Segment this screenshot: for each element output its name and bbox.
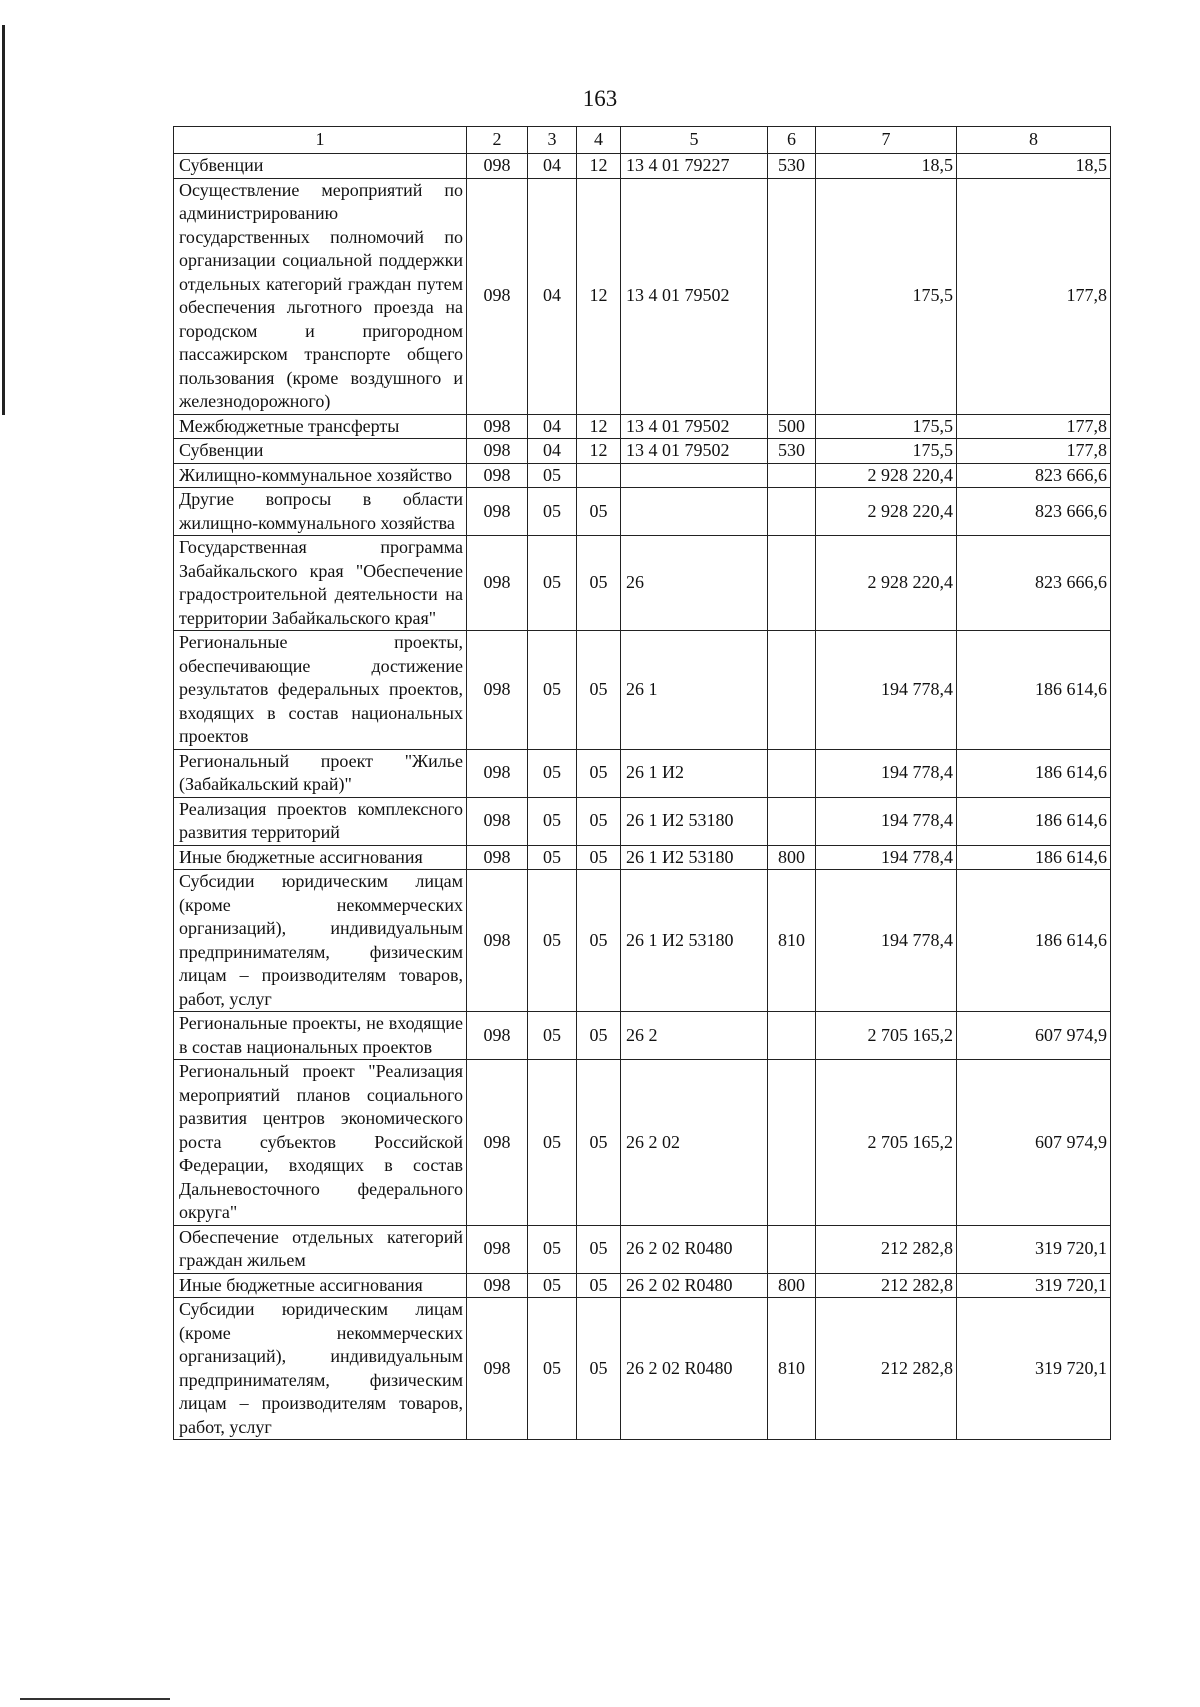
cell-subsection: 05 xyxy=(577,845,621,870)
table-row xyxy=(174,1298,1111,1440)
table-row xyxy=(174,1273,1111,1298)
cell-name: Обеспечение отдельных категорий граждан жильем xyxy=(174,1225,467,1273)
cell-name: Другие вопросы в области жилищно-коммунального хозяйства xyxy=(174,488,467,536)
cell-subsection: 12 xyxy=(577,154,621,179)
cell-target-article: 26 1 И2 53180 xyxy=(621,845,768,870)
cell-subsection: 12 xyxy=(577,439,621,464)
cell-amount-col8: 823 666,6 xyxy=(957,536,1111,631)
cell-target-article: 26 2 02 xyxy=(621,1060,768,1226)
table-row xyxy=(174,797,1111,845)
column-header: 6 xyxy=(768,127,816,154)
cell-expense-type: 810 xyxy=(768,870,816,1012)
cell-ministry-code: 098 xyxy=(467,154,528,179)
cell-subsection: 05 xyxy=(577,797,621,845)
cell-amount-col7: 212 282,8 xyxy=(816,1273,957,1298)
cell-ministry-code: 098 xyxy=(467,178,528,414)
cell-subsection: 05 xyxy=(577,1060,621,1226)
cell-amount-col8: 607 974,9 xyxy=(957,1060,1111,1226)
cell-target-article xyxy=(621,463,768,488)
table-row xyxy=(174,631,1111,750)
cell-subsection: 05 xyxy=(577,1225,621,1273)
cell-amount-col8: 18,5 xyxy=(957,154,1111,179)
column-header: 8 xyxy=(957,127,1111,154)
cell-amount-col7: 212 282,8 xyxy=(816,1298,957,1440)
cell-target-article: 13 4 01 79227 xyxy=(621,154,768,179)
cell-name: Осуществление мероприятий по администрированию государственных полномочий по организации социальной поддержки отдельных категорий граждан путем обеспечения льготного проезда на городском и пригородном пассажирском транспорте общего пользования (кроме воздушного и железнодорожного) xyxy=(174,178,467,414)
cell-expense-type: 810 xyxy=(768,1298,816,1440)
cell-amount-col8: 319 720,1 xyxy=(957,1273,1111,1298)
cell-section: 05 xyxy=(528,749,577,797)
cell-amount-col7: 175,5 xyxy=(816,414,957,439)
cell-amount-col8: 186 614,6 xyxy=(957,749,1111,797)
cell-target-article: 26 1 И2 xyxy=(621,749,768,797)
cell-subsection: 12 xyxy=(577,414,621,439)
cell-name: Иные бюджетные ассигнования xyxy=(174,845,467,870)
cell-target-article xyxy=(621,488,768,536)
cell-ministry-code: 098 xyxy=(467,439,528,464)
cell-target-article: 26 2 02 R0480 xyxy=(621,1273,768,1298)
cell-ministry-code: 098 xyxy=(467,1298,528,1440)
cell-amount-col8: 607 974,9 xyxy=(957,1012,1111,1060)
cell-section: 05 xyxy=(528,488,577,536)
cell-name: Региональный проект "Реализация мероприятий планов социального развития центров экономического роста субъектов Российской Федерации, входящих в состав Дальневосточного федерального округа" xyxy=(174,1060,467,1226)
cell-section: 05 xyxy=(528,631,577,750)
cell-expense-type: 800 xyxy=(768,1273,816,1298)
cell-amount-col8: 823 666,6 xyxy=(957,463,1111,488)
cell-subsection: 05 xyxy=(577,631,621,750)
column-header: 5 xyxy=(621,127,768,154)
cell-expense-type xyxy=(768,631,816,750)
cell-target-article: 26 xyxy=(621,536,768,631)
table-body xyxy=(174,127,1111,1440)
cell-amount-col8: 177,8 xyxy=(957,439,1111,464)
cell-amount-col7: 2 928 220,4 xyxy=(816,536,957,631)
cell-expense-type xyxy=(768,1225,816,1273)
table-row xyxy=(174,178,1111,414)
column-header: 7 xyxy=(816,127,957,154)
cell-amount-col8: 177,8 xyxy=(957,178,1111,414)
cell-amount-col7: 175,5 xyxy=(816,178,957,414)
cell-subsection: 12 xyxy=(577,178,621,414)
cell-subsection xyxy=(577,463,621,488)
cell-section: 04 xyxy=(528,178,577,414)
cell-amount-col7: 2 928 220,4 xyxy=(816,463,957,488)
table-header-row xyxy=(174,127,1111,154)
cell-subsection: 05 xyxy=(577,488,621,536)
cell-subsection: 05 xyxy=(577,749,621,797)
cell-section: 04 xyxy=(528,154,577,179)
cell-section: 04 xyxy=(528,439,577,464)
cell-amount-col8: 823 666,6 xyxy=(957,488,1111,536)
cell-ministry-code: 098 xyxy=(467,1060,528,1226)
cell-subsection: 05 xyxy=(577,1298,621,1440)
table-row xyxy=(174,749,1111,797)
cell-target-article: 26 2 02 R0480 xyxy=(621,1225,768,1273)
scan-bottom-mark xyxy=(20,1698,170,1700)
table-row xyxy=(174,463,1111,488)
cell-subsection: 05 xyxy=(577,536,621,631)
cell-amount-col8: 186 614,6 xyxy=(957,631,1111,750)
cell-target-article: 13 4 01 79502 xyxy=(621,178,768,414)
cell-expense-type xyxy=(768,1060,816,1226)
cell-name: Региональные проекты, не входящие в состав национальных проектов xyxy=(174,1012,467,1060)
cell-ministry-code: 098 xyxy=(467,1273,528,1298)
cell-expense-type: 500 xyxy=(768,414,816,439)
cell-section: 05 xyxy=(528,1225,577,1273)
cell-expense-type: 530 xyxy=(768,154,816,179)
budget-table xyxy=(173,126,1111,1440)
cell-name: Реализация проектов комплексного развития территорий xyxy=(174,797,467,845)
cell-amount-col7: 212 282,8 xyxy=(816,1225,957,1273)
cell-target-article: 26 1 xyxy=(621,631,768,750)
cell-target-article: 13 4 01 79502 xyxy=(621,414,768,439)
cell-name: Региональные проекты, обеспечивающие достижение результатов федеральных проектов, входящих в состав национальных проектов xyxy=(174,631,467,750)
cell-ministry-code: 098 xyxy=(467,631,528,750)
scan-edge-mark xyxy=(2,25,5,415)
cell-expense-type xyxy=(768,797,816,845)
table-row xyxy=(174,1060,1111,1226)
column-header: 4 xyxy=(577,127,621,154)
table-row xyxy=(174,870,1111,1012)
table-row xyxy=(174,845,1111,870)
cell-section: 05 xyxy=(528,536,577,631)
cell-amount-col7: 175,5 xyxy=(816,439,957,464)
cell-ministry-code: 098 xyxy=(467,749,528,797)
table-row xyxy=(174,1012,1111,1060)
cell-subsection: 05 xyxy=(577,1273,621,1298)
table-row xyxy=(174,1225,1111,1273)
cell-name: Субвенции xyxy=(174,154,467,179)
cell-expense-type xyxy=(768,488,816,536)
cell-subsection: 05 xyxy=(577,870,621,1012)
cell-target-article: 26 1 И2 53180 xyxy=(621,797,768,845)
cell-amount-col7: 194 778,4 xyxy=(816,749,957,797)
cell-section: 04 xyxy=(528,414,577,439)
cell-section: 05 xyxy=(528,845,577,870)
cell-amount-col8: 319 720,1 xyxy=(957,1298,1111,1440)
cell-target-article: 13 4 01 79502 xyxy=(621,439,768,464)
cell-amount-col7: 2 928 220,4 xyxy=(816,488,957,536)
cell-ministry-code: 098 xyxy=(467,1225,528,1273)
cell-name: Межбюджетные трансферты xyxy=(174,414,467,439)
cell-ministry-code: 098 xyxy=(467,488,528,536)
column-header: 3 xyxy=(528,127,577,154)
column-header: 2 xyxy=(467,127,528,154)
cell-ministry-code: 098 xyxy=(467,797,528,845)
table-row xyxy=(174,439,1111,464)
cell-section: 05 xyxy=(528,1012,577,1060)
cell-amount-col7: 2 705 165,2 xyxy=(816,1012,957,1060)
cell-name: Субсидии юридическим лицам (кроме некоммерческих организаций), индивидуальным предпринимателям, физическим лицам – производителям товаров, работ, услуг xyxy=(174,870,467,1012)
cell-amount-col7: 2 705 165,2 xyxy=(816,1060,957,1226)
cell-section: 05 xyxy=(528,463,577,488)
cell-ministry-code: 098 xyxy=(467,1012,528,1060)
cell-expense-type xyxy=(768,178,816,414)
cell-name: Субвенции xyxy=(174,439,467,464)
cell-expense-type: 530 xyxy=(768,439,816,464)
cell-amount-col7: 194 778,4 xyxy=(816,870,957,1012)
cell-expense-type xyxy=(768,749,816,797)
cell-target-article: 26 1 И2 53180 xyxy=(621,870,768,1012)
cell-expense-type xyxy=(768,1012,816,1060)
cell-target-article: 26 2 xyxy=(621,1012,768,1060)
cell-ministry-code: 098 xyxy=(467,845,528,870)
cell-section: 05 xyxy=(528,1273,577,1298)
cell-amount-col8: 177,8 xyxy=(957,414,1111,439)
cell-amount-col8: 186 614,6 xyxy=(957,870,1111,1012)
table-row xyxy=(174,414,1111,439)
cell-ministry-code: 098 xyxy=(467,536,528,631)
cell-name: Государственная программа Забайкальского края "Обеспечение градостроительной деятельности на территории Забайкальского края" xyxy=(174,536,467,631)
cell-amount-col8: 186 614,6 xyxy=(957,845,1111,870)
cell-name: Иные бюджетные ассигнования xyxy=(174,1273,467,1298)
cell-target-article: 26 2 02 R0480 xyxy=(621,1298,768,1440)
cell-amount-col8: 319 720,1 xyxy=(957,1225,1111,1273)
cell-subsection: 05 xyxy=(577,1012,621,1060)
cell-name: Субсидии юридическим лицам (кроме некоммерческих организаций), индивидуальным предпринимателям, физическим лицам – производителям товаров, работ, услуг xyxy=(174,1298,467,1440)
cell-ministry-code: 098 xyxy=(467,870,528,1012)
cell-section: 05 xyxy=(528,797,577,845)
cell-amount-col7: 194 778,4 xyxy=(816,797,957,845)
table-row xyxy=(174,488,1111,536)
cell-ministry-code: 098 xyxy=(467,414,528,439)
cell-expense-type xyxy=(768,463,816,488)
cell-ministry-code: 098 xyxy=(467,463,528,488)
cell-amount-col8: 186 614,6 xyxy=(957,797,1111,845)
cell-name: Региональный проект "Жилье (Забайкальский край)" xyxy=(174,749,467,797)
table-row xyxy=(174,536,1111,631)
page-number: 163 xyxy=(582,86,618,111)
cell-amount-col7: 18,5 xyxy=(816,154,957,179)
cell-amount-col7: 194 778,4 xyxy=(816,845,957,870)
table-row xyxy=(174,154,1111,179)
cell-expense-type: 800 xyxy=(768,845,816,870)
cell-section: 05 xyxy=(528,1060,577,1226)
cell-section: 05 xyxy=(528,870,577,1012)
cell-section: 05 xyxy=(528,1298,577,1440)
cell-name: Жилищно-коммунальное хозяйство xyxy=(174,463,467,488)
cell-expense-type xyxy=(768,536,816,631)
cell-amount-col7: 194 778,4 xyxy=(816,631,957,750)
column-header: 1 xyxy=(174,127,467,154)
